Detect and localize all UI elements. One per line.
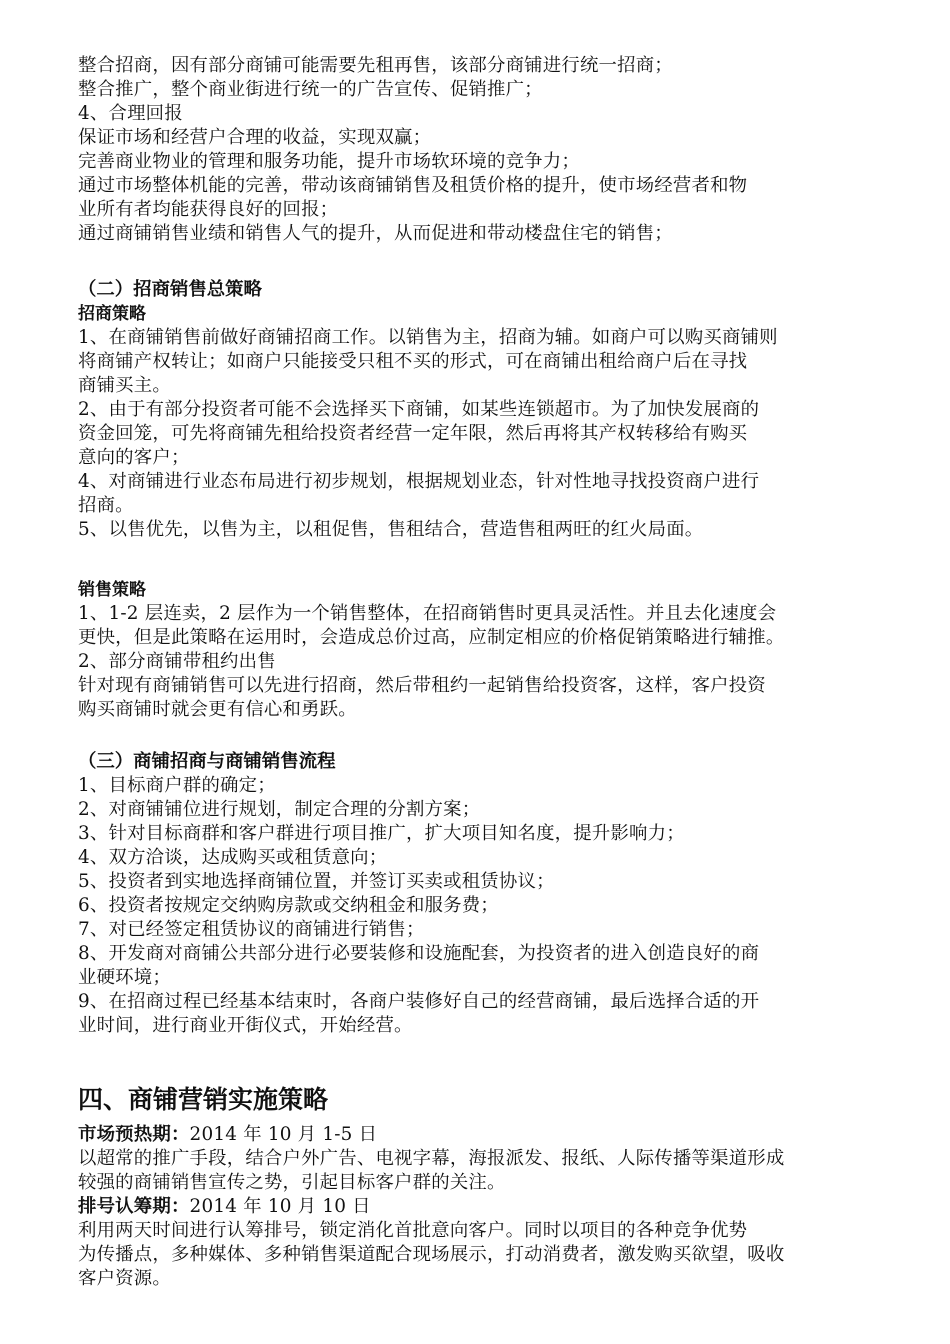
text-line: 保证市场和经营户合理的收益，实现双赢； (78, 127, 432, 148)
text-line: 6、投资者按规定交纳购房款或交纳租金和服务费； (78, 895, 499, 916)
section-title: （三）商铺招商与商铺销售流程 (78, 751, 336, 772)
section-4 (78, 1083, 890, 1291)
text-line: 7、对已经签定租赁协议的商铺进行销售； (78, 919, 425, 940)
text-line: 通过商铺销售业绩和销售人气的提升，从而促进和带动楼盘住宅的销售； (78, 223, 673, 244)
text-line: 4、对商铺进行业态布局进行初步规划，根据规划业态，针对性地寻找投资商户进行 (78, 471, 760, 492)
text-line: 整合招商，因有部分商铺可能需要先租再售，该部分商铺进行统一招商； (78, 55, 673, 76)
text-line: 5、以售优先，以售为主，以租促售，售租结合，营造售租两旺的红火局面。 (78, 519, 704, 540)
section-3 (78, 750, 890, 1038)
phase-date: 2014 年 10 月 10 日 (189, 1196, 371, 1217)
section-2 (78, 278, 890, 542)
text-line: 5、投资者到实地选择商铺位置，并签订买卖或租赁协议； (78, 871, 555, 892)
text-line: 意向的客户； (78, 447, 190, 468)
text-line: 利用两天时间进行认筹排号，锁定消化首批意向客户。同时以项目的各种竞争优势 (78, 1220, 748, 1241)
text-line: 4、合理回报 (78, 103, 183, 124)
text-line: 1、目标商户群的确定； (78, 775, 276, 796)
text-line: 资金回笼，可先将商铺先租给投资者经营一定年限，然后再将其产权转移给有购买 (78, 423, 748, 444)
text-line: 将商铺产权转让；如商户只能接受只租不买的形式，可在商铺出租给商户后在寻找 (78, 351, 748, 372)
text-line: 商铺买主。 (78, 375, 171, 396)
text-line: 2、由于有部分投资者可能不会选择买下商铺，如某些连锁超市。为了加快发展商的 (78, 399, 760, 420)
text-line: 整合推广，整个商业街进行统一的广告宣传、促销推广； (78, 79, 543, 100)
phase-heading (78, 1123, 890, 1147)
text-line: 针对现有商铺销售可以先进行招商，然后带租约一起销售给投资客，这样，客户投资 (78, 675, 766, 696)
text-line: 1、在商铺销售前做好商铺招商工作。以销售为主，招商为辅。如商户可以购买商铺则 (78, 327, 778, 348)
sales-strategy-block (78, 578, 890, 722)
text-line: 业时间，进行商业开街仪式，开始经营。 (78, 1015, 413, 1036)
text-line: 2、对商铺铺位进行规划，制定合理的分割方案； (78, 799, 481, 820)
text-line: 9、在招商过程已经基本结束时，各商户装修好自己的经营商铺，最后选择合适的开 (78, 991, 760, 1012)
text-line: 完善商业物业的管理和服务功能，提升市场软环境的竞争力； (78, 151, 580, 172)
text-line: 2、部分商铺带租约出售 (78, 651, 276, 672)
subsection-title: 招商策略 (78, 304, 146, 324)
text-line: 以超常的推广手段，结合户外广告、电视字幕，海报派发、报纸、人际传播等渠道形成 (78, 1148, 785, 1169)
text-line: 较强的商铺销售宣传之势，引起目标客户群的关注。 (78, 1172, 506, 1193)
text-line: 业所有者均能获得良好的回报； (78, 199, 339, 220)
text-line: 业硬环境； (78, 967, 171, 988)
text-line: 1、1-2 层连卖，2 层作为一个销售整体，在招商销售时更具灵活性。并且去化速度会 (78, 603, 777, 624)
text-line: 通过市场整体机能的完善，带动该商铺销售及租赁价格的提升，使市场经营者和物 (78, 175, 748, 196)
phase-heading (78, 1195, 890, 1219)
text-line: 客户资源。 (78, 1268, 171, 1289)
section-title: （二）招商销售总策略 (78, 279, 262, 300)
text-line: 8、开发商对商铺公共部分进行必要装修和设施配套，为投资者的进入创造良好的商 (78, 943, 760, 964)
text-line: 招商。 (78, 495, 134, 516)
phase-label: 市场预热期： (78, 1124, 190, 1145)
phase-label: 排号认筹期： (78, 1196, 190, 1217)
chapter-title: 四、商铺营销实施策略 (78, 1085, 329, 1114)
text-line: 购买商铺时就会更有信心和勇跃。 (78, 699, 357, 720)
phase-date: 2014 年 10 月 1-5 日 (189, 1124, 378, 1145)
subsection-title: 销售策略 (78, 580, 146, 600)
text-line: 4、双方洽谈，达成购买或租赁意向； (78, 847, 388, 868)
text-line: 3、针对目标商群和客户群进行项目推广，扩大项目知名度，提升影响力； (78, 823, 685, 844)
text-line: 为传播点，多种媒体、多种销售渠道配合现场展示，打动消费者，激发购买欲望，吸收 (78, 1244, 785, 1265)
text-line: 更快，但是此策略在运用时，会造成总价过高，应制定相应的价格促销策略进行辅推。 (78, 627, 785, 648)
intro-block (78, 54, 890, 246)
